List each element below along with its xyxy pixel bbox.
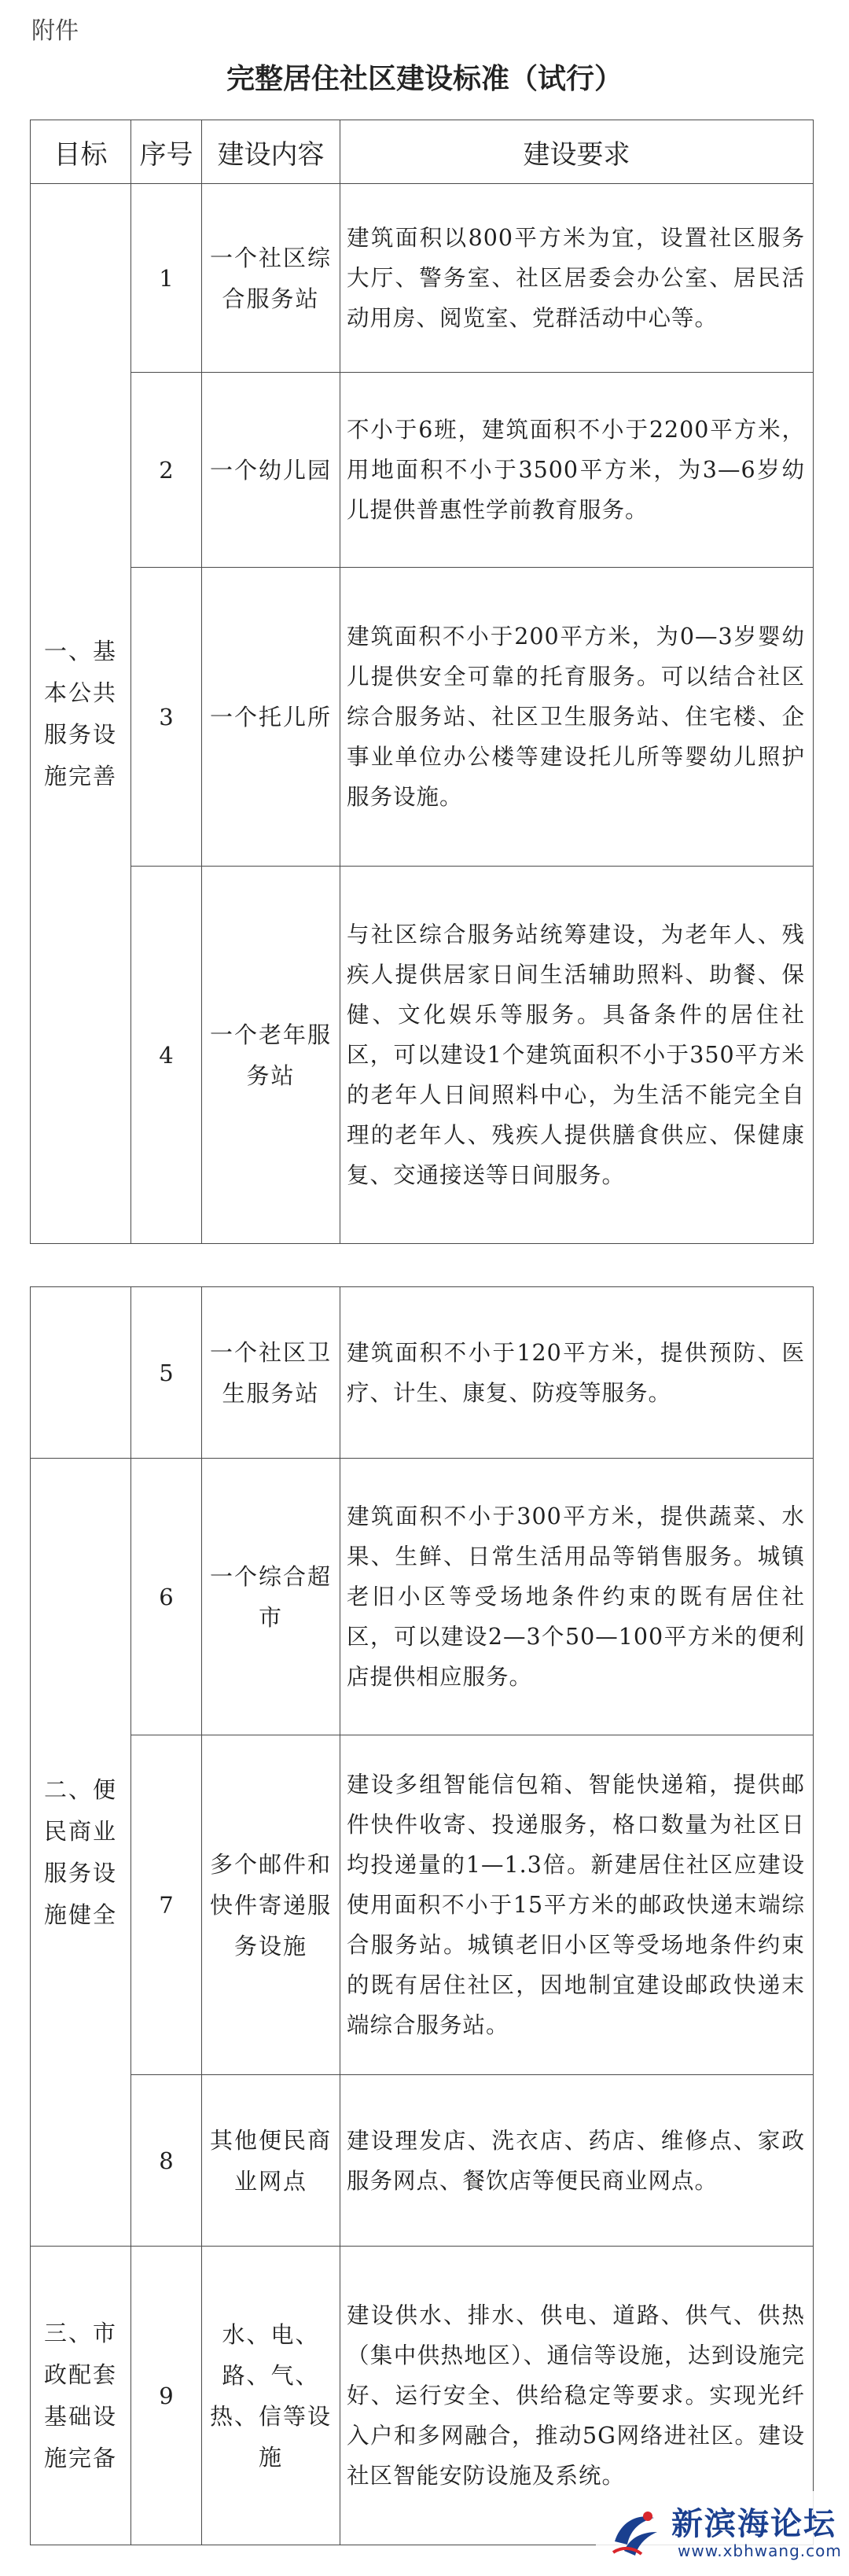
row-number: 4 — [131, 867, 202, 1244]
row-content: 一个托儿所 — [202, 568, 340, 867]
table-row — [31, 184, 814, 373]
site-watermark — [596, 2491, 849, 2576]
row-requirement: 建筑面积以800平方米为宜，设置社区服务大厅、警务室、社区居委会办公室、居民活动用房、阅览室、党群活动中心等。 — [340, 184, 814, 373]
row-content: 水、电、路、气、热、信等设施 — [202, 2247, 340, 2545]
row-content: 一个社区卫生服务站 — [202, 1287, 340, 1459]
row-requirement: 建设理发店、洗衣店、药店、维修点、家政服务网点、餐饮店等便民商业网点。 — [340, 2075, 814, 2247]
row-requirement: 建设供水、排水、供电、道路、供气、供热（集中供热地区）、通信等设施，达到设施完好、运行安全、供给稳定等要求。实现光纤入户和多网融合，推动5G网络进社区。建设社区智能安防设施及系统。 — [340, 2247, 814, 2545]
table-row — [31, 1459, 814, 1735]
table-row — [31, 373, 814, 568]
row-number: 6 — [131, 1459, 202, 1735]
row-requirement: 与社区综合服务站统筹建设，为老年人、残疾人提供居家日间生活辅助照料、助餐、保健、文化娱乐等服务。具备条件的居住社区，可以建设1个建筑面积不小于350平方米的老年人日间照料中心，为生活不能完全自理的老年人、残疾人提供膳食供应、保健康复、交通接送等日间服务。 — [340, 867, 814, 1244]
row-content: 多个邮件和快件寄递服务设施 — [202, 1735, 340, 2075]
row-number: 5 — [131, 1287, 202, 1459]
row-requirement: 建筑面积不小于200平方米，为0—3岁婴幼儿提供安全可靠的托育服务。可以结合社区综合服务站、社区卫生服务站、住宅楼、企事业单位办公楼等建设托儿所等婴幼儿照护服务设施。 — [340, 568, 814, 867]
header-content: 建设内容 — [202, 120, 340, 184]
table-row — [31, 1287, 814, 1459]
header-no: 序号 — [131, 120, 202, 184]
table-row — [31, 1735, 814, 2075]
row-requirement: 建设多组智能信包箱、智能快递箱，提供邮件快件收寄、投递服务，格口数量为社区日均投递量的1—1.3倍。新建居住社区应建设使用面积不小于15平方米的邮政快递末端综合服务站。城镇老旧小区等受场地条件约束的既有居住社区，因地制宜建设邮政快递末端综合服务站。 — [340, 1735, 814, 2075]
row-requirement: 不小于6班，建筑面积不小于2200平方米，用地面积不小于3500平方米，为3—6岁幼儿提供普惠性学前教育服务。 — [340, 373, 814, 568]
row-content: 其他便民商业网点 — [202, 2075, 340, 2247]
standards-table-part-2 — [30, 1286, 814, 2545]
row-number: 8 — [131, 2075, 202, 2247]
goal-cell-public-services-continued — [31, 1287, 131, 1459]
row-number: 3 — [131, 568, 202, 867]
table-header-row — [31, 120, 814, 184]
header-requirement: 建设要求 — [340, 120, 814, 184]
row-number: 7 — [131, 1735, 202, 2075]
table-row — [31, 867, 814, 1244]
row-content: 一个老年服务站 — [202, 867, 340, 1244]
xinbinhai-logo-icon — [607, 2505, 662, 2560]
row-content: 一个社区综合服务站 — [202, 184, 340, 373]
row-number: 2 — [131, 373, 202, 568]
row-content: 一个幼儿园 — [202, 373, 340, 568]
document-title: 完整居住社区建设标准（试行） — [226, 63, 623, 95]
row-number: 9 — [131, 2247, 202, 2545]
attachment-label: 附件 — [31, 17, 79, 45]
row-requirement: 建筑面积不小于120平方米，提供预防、医疗、计生、康复、防疫等服务。 — [340, 1287, 814, 1459]
site-name: 新滨海论坛 — [671, 2506, 836, 2542]
row-content: 一个综合超市 — [202, 1459, 340, 1735]
goal-cell-commercial-services: 二、便民商业服务设施健全 — [31, 1459, 131, 2247]
goal-cell-public-services: 一、基本公共服务设施完善 — [31, 184, 131, 1244]
table-row — [31, 2075, 814, 2247]
row-requirement: 建筑面积不小于300平方米，提供蔬菜、水果、生鲜、日常生活用品等销售服务。城镇老旧小区等受场地条件约束的既有居住社区，可以建设2—3个50—100平方米的便利店提供相应服务。 — [340, 1459, 814, 1735]
row-number: 1 — [131, 184, 202, 373]
site-url: www.xbhwang.com — [678, 2541, 842, 2560]
standards-table-part-1 — [30, 120, 814, 1244]
table-row — [31, 568, 814, 867]
goal-cell-municipal-infrastructure: 三、市政配套基础设施完备 — [31, 2247, 131, 2545]
header-goal: 目标 — [31, 120, 131, 184]
